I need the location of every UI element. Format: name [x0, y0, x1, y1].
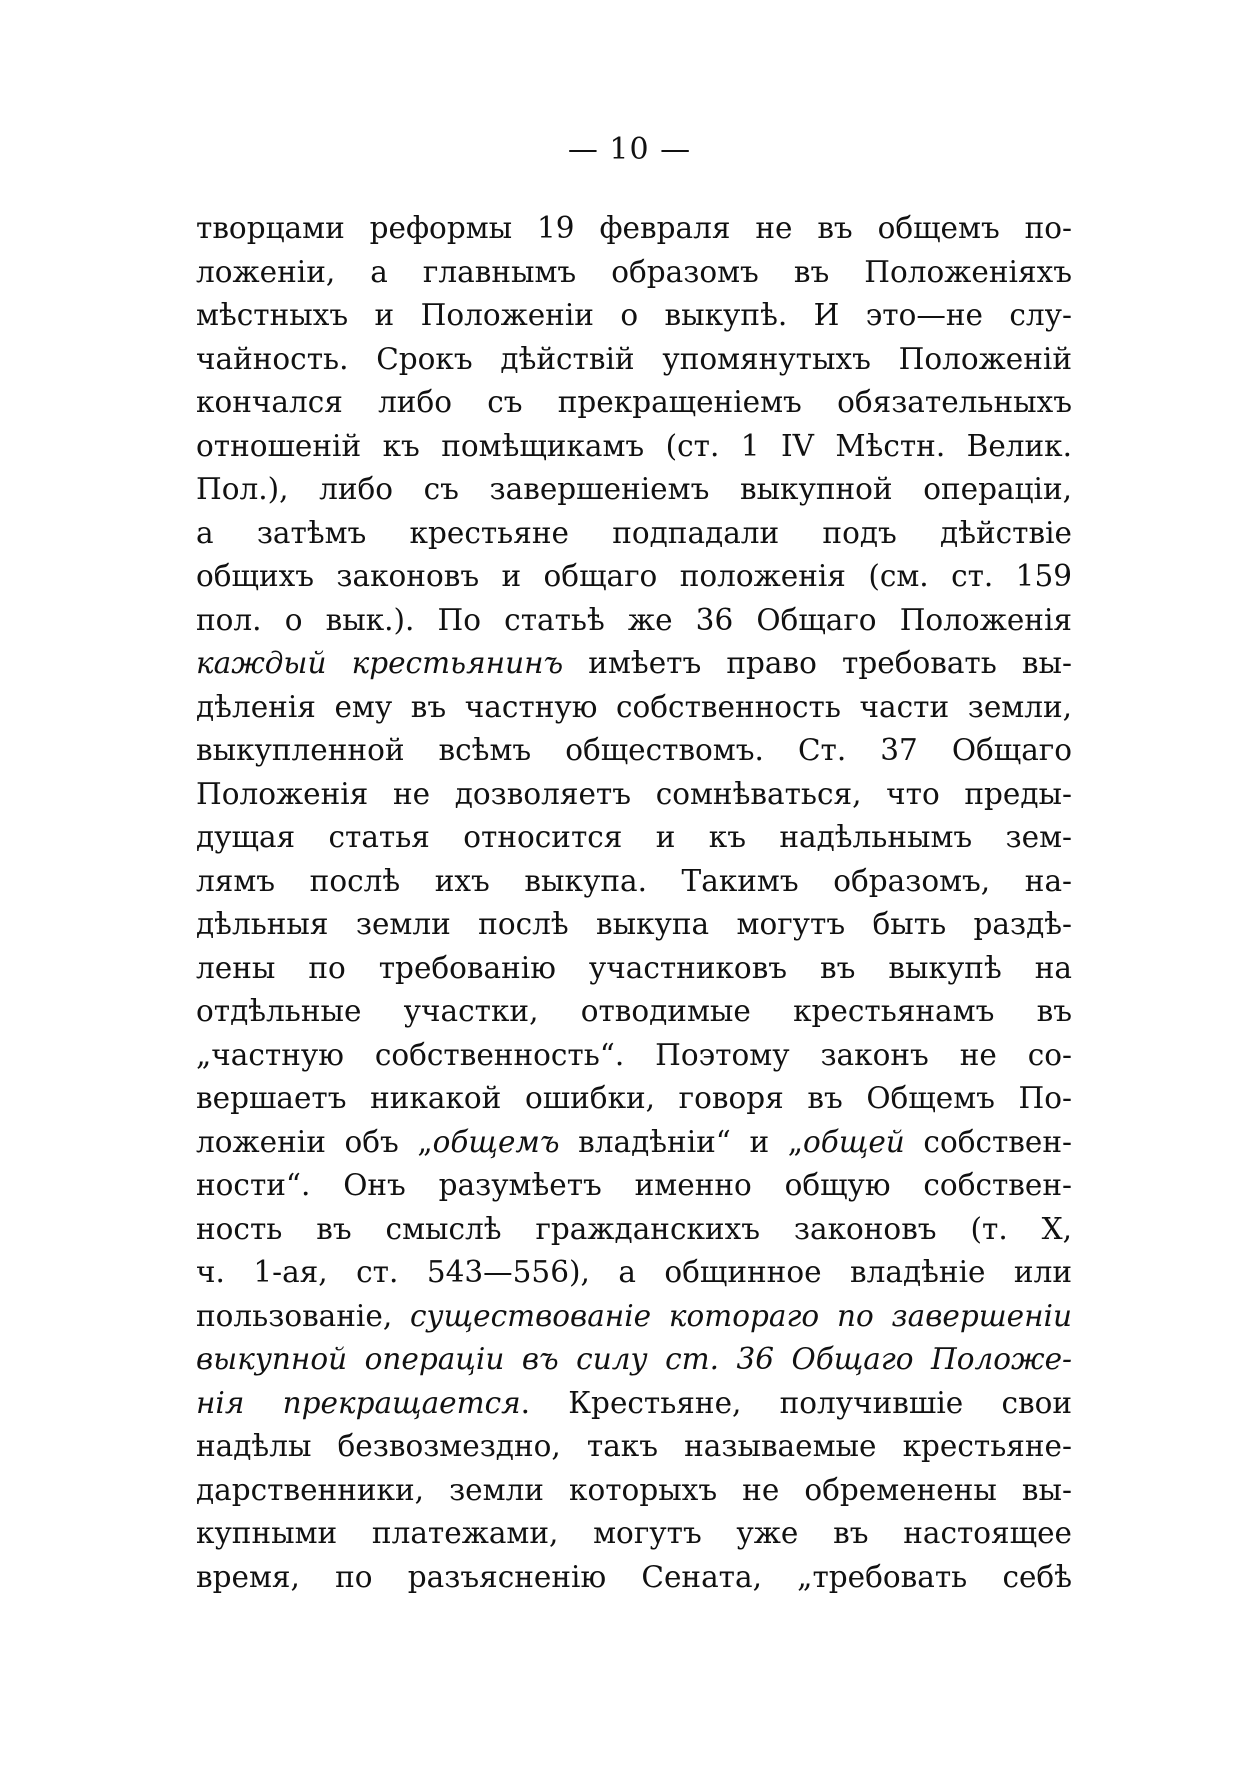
text-line — [196, 773, 1072, 817]
text-line — [196, 338, 1072, 382]
text-line — [196, 512, 1072, 556]
text-segment: отношеній къ помѣщикамъ (ст. 1 IV Мѣстн. Велик. — [196, 428, 1072, 463]
text-line — [196, 1382, 1072, 1426]
text-line — [196, 1469, 1072, 1513]
text-segment: общихъ законовъ и общаго положенія (см. ст. 159 — [196, 559, 1072, 593]
text-segment: дѣленія ему въ частную собственность части земли, — [196, 689, 1072, 724]
text-segment: ложеніи объ „ — [196, 1124, 433, 1159]
text-line — [196, 1208, 1072, 1252]
text-segment: дущая статья относится и къ надѣльнымъ зем- — [196, 820, 1072, 854]
text-line — [196, 425, 1072, 469]
page-number: — 10 — — [567, 132, 692, 167]
text-line — [196, 1512, 1072, 1556]
text-segment: мѣстныхъ и Положеніи о выкупѣ. И это—не слу- — [196, 298, 1072, 332]
text-line — [196, 860, 1072, 904]
text-segment: лены по требованію участниковъ въ выкупѣ на — [196, 950, 1072, 985]
text-line — [196, 1425, 1072, 1469]
text-line — [196, 642, 1072, 686]
text-segment: пользованіе, — [196, 1298, 410, 1333]
text-line — [196, 903, 1072, 947]
italic-text: общей — [803, 1124, 905, 1159]
text-line — [196, 1164, 1072, 1208]
text-segment: выкупленной всѣмъ обществомъ. Ст. 37 Общаго — [196, 733, 1072, 767]
text-line — [196, 294, 1072, 338]
text-segment: ч. 1-ая, ст. 543—556), а общинное владѣніе или — [196, 1255, 1072, 1289]
text-segment: Пол.), либо съ завершеніемъ выкупной операціи, — [196, 472, 1072, 506]
italic-text: нія прекращается — [196, 1385, 521, 1420]
text-segment: кончался либо съ прекращеніемъ обязательныхъ — [196, 385, 1072, 419]
text-segment: время, по разъясненію Сената, „требовать себѣ — [196, 1559, 1072, 1594]
italic-text: каждый крестьянинъ — [196, 646, 564, 680]
text-segment: купными платежами, могутъ уже въ настоящее — [196, 1516, 1072, 1550]
text-line — [196, 1077, 1072, 1121]
text-segment: ности“. Онъ разумѣетъ именно общую собствен- — [196, 1168, 1072, 1202]
text-segment: . Крестьяне, получившіе свои — [520, 1385, 1072, 1420]
text-line — [196, 1338, 1072, 1382]
text-line — [196, 207, 1072, 251]
text-segment: а затѣмъ крестьяне подпадали подъ дѣйствіе — [196, 515, 1072, 550]
text-segment: лямъ послѣ ихъ выкупа. Такимъ образомъ, на- — [196, 863, 1072, 898]
italic-text: существованіе котораго по завершеніи — [410, 1298, 1072, 1333]
text-line — [196, 251, 1072, 295]
text-line — [196, 381, 1072, 425]
text-line — [196, 555, 1072, 599]
text-line — [196, 1251, 1072, 1295]
text-segment: дарственники, земли которыхъ не обременены вы- — [196, 1472, 1072, 1507]
body-text — [196, 207, 1072, 1599]
text-segment: Положенія не дозволяетъ сомнѣваться, что преды- — [196, 776, 1072, 811]
text-segment: „частную собственность“. Поэтому законъ не со- — [196, 1037, 1072, 1072]
text-line — [196, 686, 1072, 730]
text-segment: творцами реформы 19 февраля не въ общемъ по- — [196, 211, 1072, 245]
text-segment: ность въ смыслѣ гражданскихъ законовъ (т. X, — [196, 1211, 1072, 1246]
text-line — [196, 599, 1072, 643]
text-line — [196, 990, 1072, 1034]
text-segment: ложеніи, а главнымъ образомъ въ Положеніяхъ — [196, 254, 1072, 289]
text-segment: собствен- — [904, 1124, 1072, 1159]
text-line — [196, 1295, 1072, 1339]
text-segment: владѣніи“ и „ — [559, 1124, 804, 1159]
text-segment: дѣльныя земли послѣ выкупа могутъ быть раздѣ- — [196, 907, 1072, 941]
text-segment: вершаетъ никакой ошибки, говоря въ Общемъ По- — [196, 1081, 1072, 1115]
italic-text: общемъ — [432, 1124, 560, 1159]
text-line — [196, 1034, 1072, 1078]
text-segment: отдѣльные участки, отводимые крестьянамъ въ — [196, 994, 1072, 1028]
text-line — [196, 947, 1072, 991]
text-line — [196, 1556, 1072, 1600]
text-segment: чайность. Срокъ дѣйствій упомянутыхъ Положеній — [196, 341, 1072, 376]
text-line — [196, 1121, 1072, 1165]
text-segment: пол. о вык.). По статьѣ же 36 Общаго Положенія — [196, 602, 1072, 637]
text-segment: имѣетъ право требовать вы- — [563, 646, 1072, 680]
italic-text: выкупной операціи въ силу ст. 36 Общаго Положе- — [196, 1342, 1072, 1376]
text-line — [196, 816, 1072, 860]
text-line — [196, 729, 1072, 773]
text-segment: надѣлы безвозмездно, такъ называемые крестьяне- — [196, 1429, 1072, 1463]
text-line — [196, 468, 1072, 512]
